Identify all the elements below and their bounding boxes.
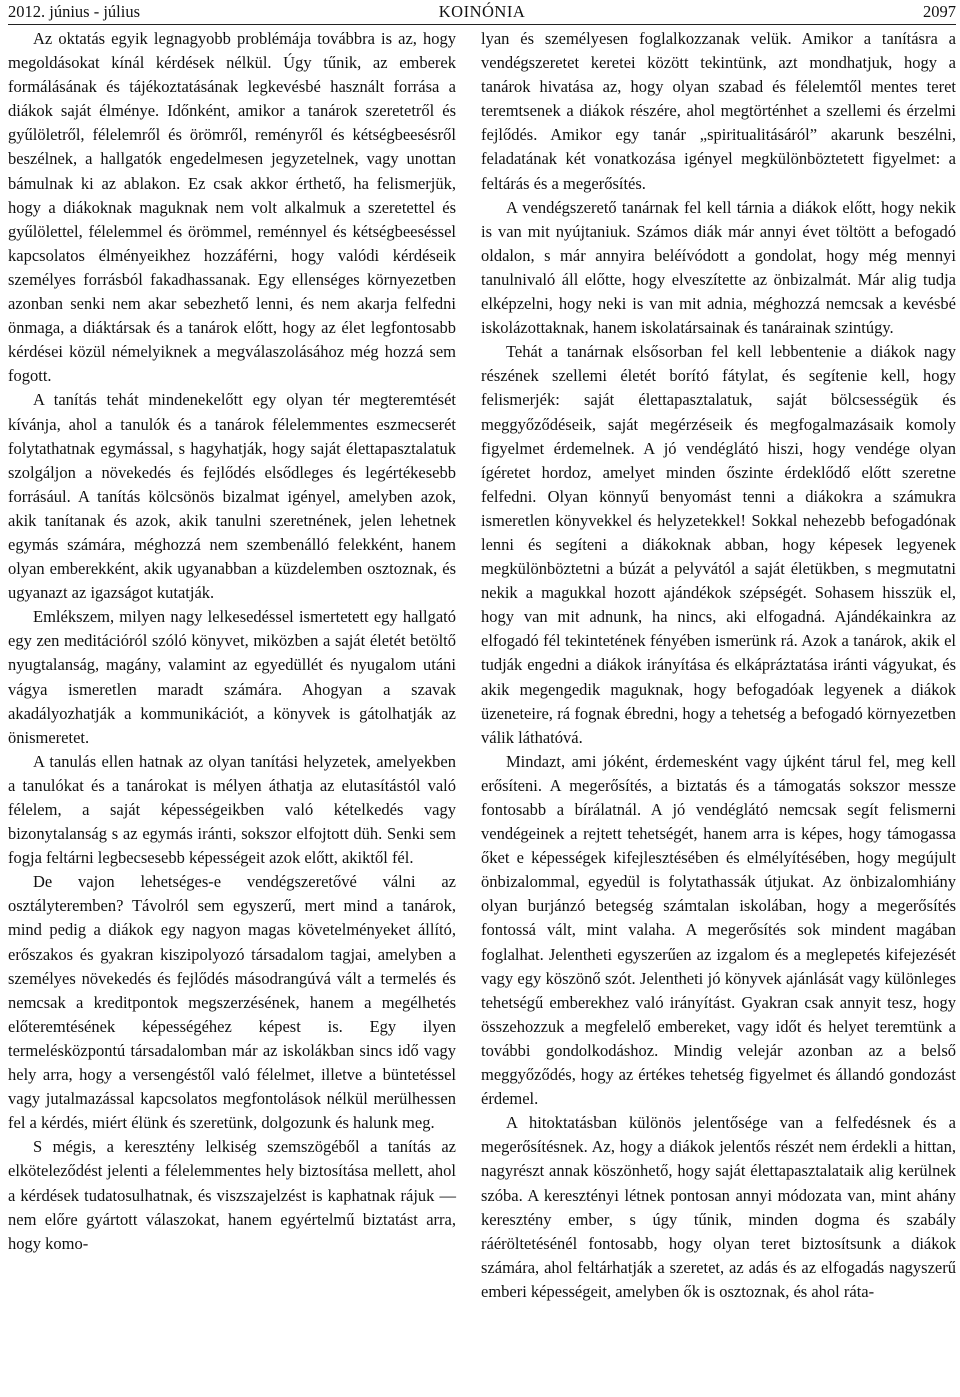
paragraph-continued: lyan és személyesen foglalkozzanak velük. Amikor a tanításra a vendégszeretet keretei között tekintünk, azt mondhatjuk, hogy a tanárok hivatása az, hogy olyan szabad és félelemtől mentes teret teremtsenek a diákok részére, ahol megtörténhet a szellemi és érzelmi fejlődés. Amikor egy tanár „spiritualitásáról” akarunk beszélni, feladatának két vonatkozása igényel megkülönböztetett figyelmet: a feltárás és a megerősítés. <box>481 29 956 193</box>
paragraph: De vajon lehetséges-e vendégszeretővé válni az osztályteremben? Távolról sem egyszerű, mert mind a tanárok, mind pedig a diákok egy nagyon magas követelményeket állító, erőszakos és gyakran kiszipolyozó társadalom tagjai, amelyben a személyes növekedés és fejlődés másodrangúvá vált a termelés és nemcsak a kreditpontok megszerzésének, hanem a megélhetés előteremtésének képességéhez képest is. Egy ilyen termelésközpontú társadalomban már az iskolákban sincs idő vagy hely arra, hogy a versengéstől való félelmet, illetve a büntetéssel vagy jutalmazással kapcsolatos megfontolások nélkül merülhessen fel a kérdés, miért élünk és szeretünk, dolgozunk és halunk meg. <box>8 872 456 1133</box>
header-page-number: 2097 <box>923 2 956 21</box>
header-journal-title: KOINÓNIA <box>438 2 526 21</box>
paragraph: Tehát a tanárnak elsősorban fel kell lebbentenie a diákok nagy részének szellemi életét borító fátylat, és segítenie kell, hogy felismerjék: saját élettapasztalatuk, saját bölcsességük és meggyőződéseik, saját megérzéseik és megfogalmazásaik komoly figyelmet érdemelnek. A jó vendéglátó hiszi, hogy vendége olyan ígéretet hordoz, amelyet minden őszinte érdeklődő előtt szeretne felfedni. Olyan könnyű benyomást tenni a diákokra a számukra ismeretlen könyvekkel és helyzetekkel! Sokkal nehezebb befogadónak lenni és segíteni a diákoknak abban, hogy képesek legyenek megkülönböztetni a búzát a pelyvától a saját életükben, s megmutatni nekik a magukkal hozott ajándékok szépségét. Sohasem hisszük el, hogy van mit adnunk, ha nincs, aki elfogadná. Ajándékainkra az elfogadó fél tekintetének fényében ismerünk rá. Azok a tanárok, akik el tudják engedni a diákok irányítása és elkápráztatása iránti vágyukat, és akik megengedik maguknak, hogy befogadóak legyenek a diákok üzeneteire, rá fognak ébredni, hogy a tehetség a befogadó környezetben válik láthatóvá. <box>481 342 956 747</box>
paragraph: Mindazt, ami jóként, érdemesként vagy újként tárul fel, meg kell erősíteni. A megerősítés, a biztatás és a támogatás sokszor messze fontosabb a bírálatnál. A jó vendéglátó nemcsak segít felismerni vendégeinek a rejtett tehetségét, hanem arra is képes, hogy támogassa őket e képességek kifejlesztésében és elmélyítésében, hogy megújult önbizalommal, egyedül is folytathassák útjukat. Az önbizalomhiány olyan burjánzó betegség számtalan iskolában, hogy a megerősítés fontossá vált, mint valaha. A megerősítés sok mindent magában foglalhat. Jelentheti egyszerűen az izgalom és a meglepetés kifejezését vagy egy köszönő szót. Jelentheti jó könyvek ajánlását vagy különleges tehetségű emberekhez való irányítást. Gyakran csak annyit tesz, hogy összehozzuk a megfelelő embereket, vagy időt és helyet teremtünk a további gondolkodáshoz. Mindig velejár azonban az a belső meggyőződés, hogy az értékes tehetség figyelmet és állandó gondozást érdemel. <box>481 751 956 1109</box>
right-column <box>481 27 956 1304</box>
paragraph: A vendégszerető tanárnak fel kell tárnia a diákok előtt, hogy nekik is van mit nyújtaniuk. Számos diák már annyi évet töltött a befogadó oldalon, s már annyira beléívódott a gondolat, hogy még mennyi tanulnivaló áll előtte, hogy elveszítette az önbizalmát. Már alig tudja elképzelni, hogy neki is van mit adnia, méghozzá nemcsak a kevésbé iskolázottaknak, hanem iskolatársainak és tanárainak szintúgy. <box>481 197 956 338</box>
paragraph: Az oktatás egyik legnagyobb problémája továbbra is az, hogy megoldásokat kínál kérdések nélkül. Úgy tűnik, az emberek formálásának és tájékoztatásának legkevésbé használt forrása a diákok saját élménye. Időnként, amikor a tanárok szeretetről és gyűlöletről, félelemről és örömről, reményről és kétségbeesésről beszélnek, a hallgatók engedelmesen jegyzetelnek, vagy unottan bámulnak ki az ablakon. Ez csak akkor érthető, ha felismerjük, hogy a diákoknak maguknak nem volt alkalmuk a szeretettel és gyűlölettel, félelemmel és örömmel, reménnyel és kétségbeeséssel kapcsolatos élményeikhez hozzáférni, hogy valódi kérdéseik személyes forrásból fakadhassanak. Egy ellenséges környezetben azonban senki nem akar sebezhető lenni, és nem akarja felfedni önmaga, a diáktársak és a tanárok előtt, hogy az élet legfontosabb kérdései közül némelyiknek a megválaszolásához még hozzá sem fogott. <box>8 29 456 386</box>
paragraph: A tanítás tehát mindenekelőtt egy olyan tér megteremtését kívánja, ahol a tanulók és a tanárok félelemmentes eszmecserét folytathatnak egymással, s hagyhatják, hogy saját élettapasztalatuk szolgáljon a növekedés és fejlődés elsődleges és legértékesebb forrásául. A tanítás kölcsönös bizalmat igényel, amelyben azok, akik tanítanak és azok, akik tanulni szeretnének, jelen lehetnek egymás számára, méghozzá nem szembenálló felekként, hanem olyan emberekként, akik ugyanabban a küzdelemben osztoznak, és ugyanazt az igazságot kutatják. <box>8 390 456 603</box>
header-date: 2012. június - július <box>8 2 141 21</box>
paragraph: S mégis, a keresztény lelkiség szemszögéből a tanítás az elköteleződést jelenti a félelemmentes hely biztosítása mellett, ahol a kérdések tudatosulhatnak, és viszszajelzést is kaphatnak rájuk — nem előre gyártott válaszokat, hanem egyértelmű biztatást arra, hogy komo- <box>8 1137 456 1253</box>
header-rule <box>8 24 956 25</box>
paragraph: A tanulás ellen hatnak az olyan tanítási helyzetek, amelyekben a tanulókat és a tanárokat is mélyen áthatja az elutasítástól való félelem, a saját képességeikben való kételkedés vagy bizonytalanság s az egymás iránti, sokszor elfojtott düh. Senki sem fogja feltárni legbecsesebb képességeit azok előtt, akiktől fél. <box>8 751 456 868</box>
paragraph: Emlékszem, milyen nagy lelkesedéssel ismertetett egy hallgató egy zen meditációról szóló könyvet, miközben a saját életét betöltő nyugtalanság, magány, valamint az egyedüllét és nyugalom utáni vágya ismeretlen maradt számára. Ahogyan a szavak akadályozhatják a kommunikációt, a könyvek is gátolhatják az önismeretet. <box>8 607 456 747</box>
running-header <box>8 0 956 24</box>
left-column <box>8 27 456 1256</box>
paragraph: A hitoktatásban különös jelentősége van a felfedésnek és a megerősítésnek. Az, hogy a diákok jelentős részét nem érdekli a hittan, nagyrészt annak köszönhető, hogy saját élettapasztalataik alig kerülnek szóba. A keresztényi létnek pontosan annyi módozata van, mint ahány keresztény ember, s úgy tűnik, minden dogma és szabály ráéröltetésénél fontosabb, hogy olyan teret biztosítsunk a diákok számára, ahol feltárhatják a szeretet, az adás és az elfogadás nagyszerű emberi képességeit, amelyben ők is osztoznak, és ahol ráta- <box>481 1113 956 1301</box>
